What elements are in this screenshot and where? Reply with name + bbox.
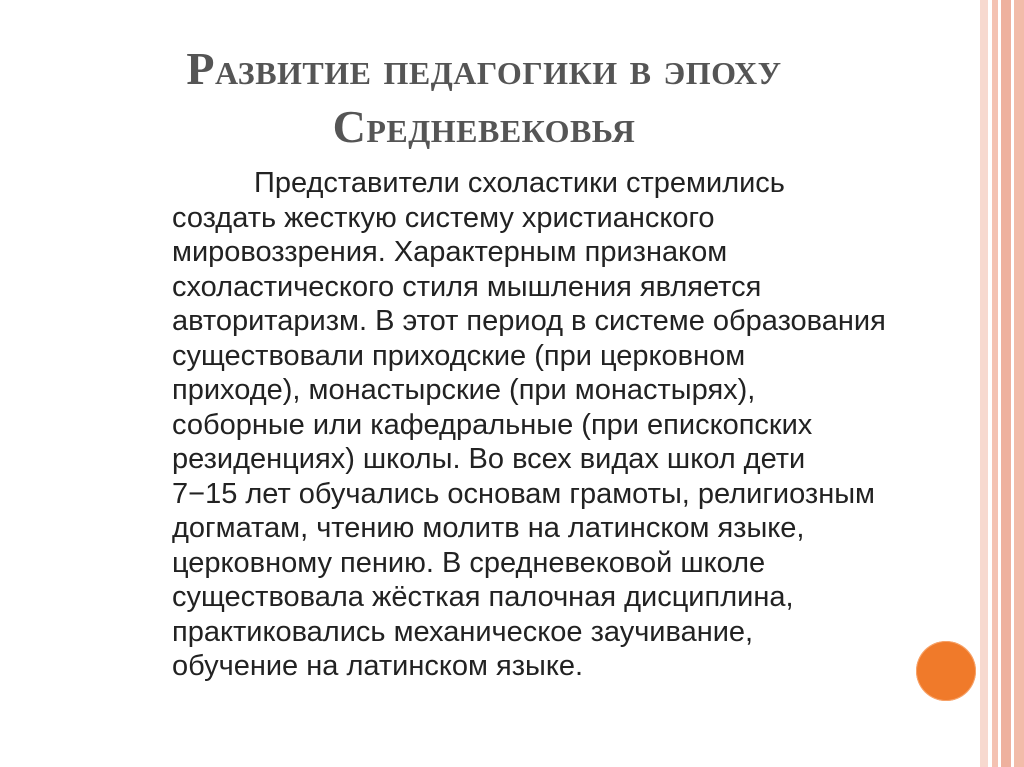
body-line: церковному пению. В средневековой школе xyxy=(172,546,766,579)
body-line: обучение на латинском языке. xyxy=(172,650,584,682)
body-line: резиденциях) школы. Во всех видах школ дети xyxy=(172,443,806,475)
body-line: 7−15 лет обучались основам грамоты, религиозным xyxy=(172,477,875,510)
body-line: практиковались механическое заучивание, xyxy=(172,615,754,648)
body-line: схоластического стиля мышления является xyxy=(172,270,762,303)
body-line: догматам, чтению молитв на латинском языке, xyxy=(172,512,805,544)
slide-title xyxy=(104,40,864,156)
body-line: создать жесткую систему христианского xyxy=(172,201,715,234)
body-line: Представители схоластики стремились xyxy=(254,167,785,199)
decorative-stripe xyxy=(1014,0,1024,767)
slide-body-text xyxy=(172,166,994,684)
orange-circle-decoration xyxy=(916,641,976,701)
body-line: существовала жёсткая палочная дисциплина, xyxy=(172,581,794,613)
body-line: мировоззрения. Характерным признаком xyxy=(172,236,728,268)
body-line: авторитаризм. В этот период в системе образования xyxy=(172,305,886,337)
body-line: приходе), монастырские (при монастырях), xyxy=(172,374,756,406)
decorative-stripe xyxy=(1001,0,1011,767)
slide-title-line-1: Развитие педагогики в эпоху xyxy=(186,43,782,94)
body-line: соборные или кафедральные (при епископских xyxy=(172,408,813,441)
slide-title-line-2: Средневековья xyxy=(332,101,636,152)
body-line: существовали приходские (при церковном xyxy=(172,339,746,372)
